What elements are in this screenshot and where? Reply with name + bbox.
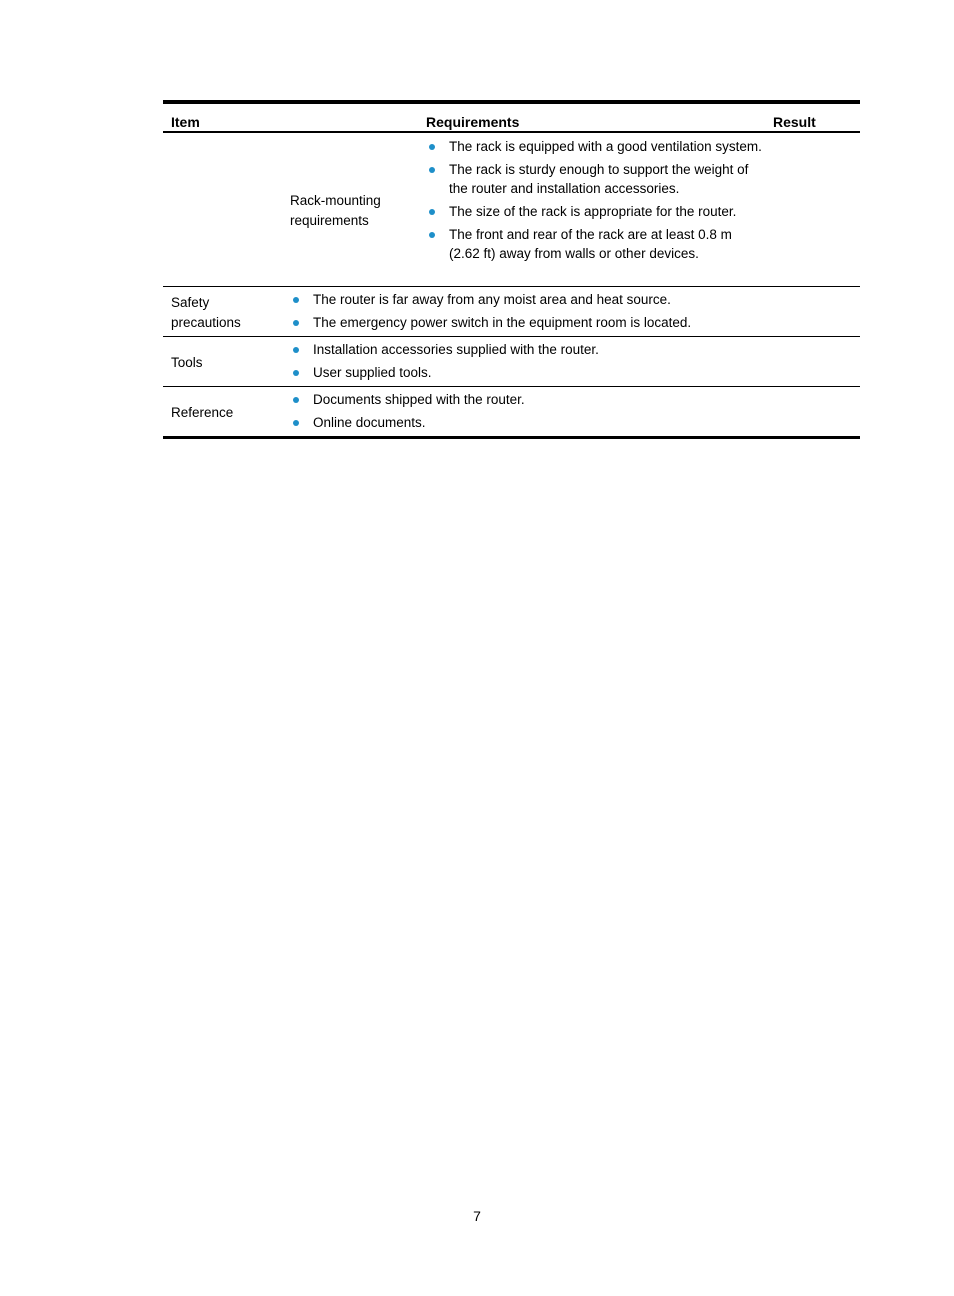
page-number: 7 [473,1208,481,1224]
list-item-text: The front and rear of the rack are at least 0.8 m (2.62 ft) away from walls or other devices. [449,227,732,261]
table-row-rack-mounting [163,133,860,286]
table-row-tools [163,337,860,386]
list-item [290,290,850,309]
list-item [290,340,850,359]
requirements-list [290,390,850,436]
list-item-text: The rack is sturdy enough to support the weight of the router and installation accessories. [449,162,749,196]
list-item [290,363,850,382]
table-header [163,104,860,131]
row-label: Safety precautions [171,295,241,330]
bullet-icon [293,420,299,426]
list-item-text: The rack is equipped with a good ventilation system. [449,139,762,154]
bullet-icon [293,397,299,403]
row-label: Tools [171,355,203,370]
header-item: Item [171,114,200,130]
bullet-icon [293,297,299,303]
list-item-text: The router is far away from any moist area and heat source. [313,292,671,307]
list-item [290,313,850,332]
requirements-list [290,340,850,386]
row-label: Reference [171,405,234,420]
list-item-text: Online documents. [313,415,426,430]
bullet-icon [429,144,435,150]
list-item-text: The emergency power switch in the equipment room is located. [313,315,692,330]
checklist-table [163,100,860,439]
table-row-reference [163,387,860,436]
list-item [426,202,766,221]
list-item [426,160,766,198]
list-item [426,225,766,263]
requirements-list [290,290,850,336]
list-item [290,390,850,409]
bullet-icon [429,167,435,173]
row-label: Rack-mounting requirements [290,193,381,228]
list-item-text: Installation accessories supplied with the router. [313,342,599,357]
table-row-safety [163,287,860,336]
list-item [290,413,850,432]
requirements-list [426,137,766,267]
list-item-text: User supplied tools. [313,365,432,380]
header-requirements: Requirements [426,114,520,130]
list-item-text: The size of the rack is appropriate for the router. [449,204,737,219]
table-bottom-rule [163,436,860,439]
bullet-icon [429,209,435,215]
bullet-icon [293,347,299,353]
header-result: Result [773,114,816,130]
list-item [426,137,766,156]
list-item-text: Documents shipped with the router. [313,392,525,407]
bullet-icon [293,370,299,376]
bullet-icon [293,320,299,326]
bullet-icon [429,232,435,238]
